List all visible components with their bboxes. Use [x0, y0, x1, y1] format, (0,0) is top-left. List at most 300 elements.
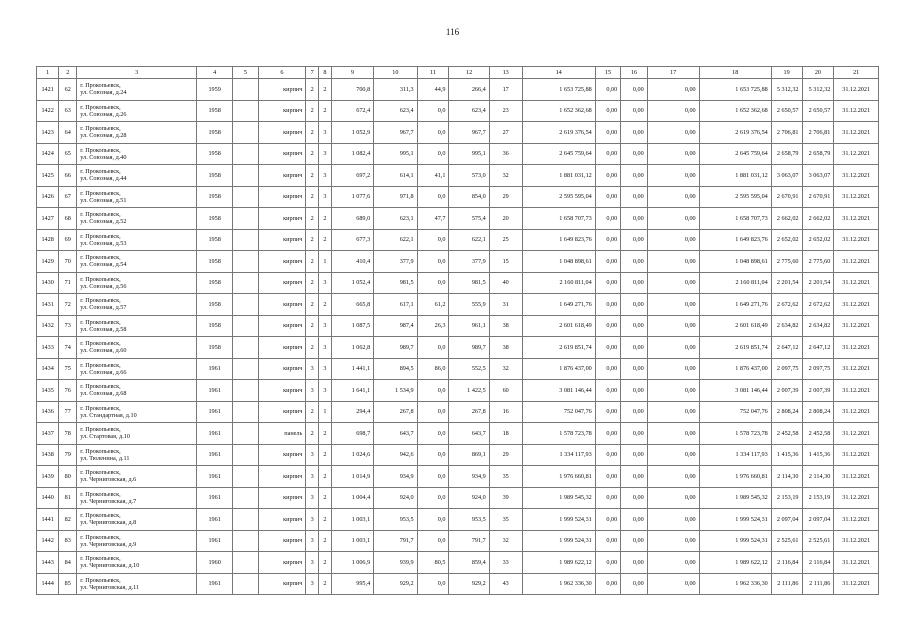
build-year: 1958 — [197, 143, 233, 165]
col-16: 0,00 — [621, 165, 648, 187]
wall-material: кирпич — [258, 272, 306, 294]
column-number-18: 18 — [699, 67, 771, 79]
floors: 2 — [306, 186, 319, 208]
total-area: 1 087,5 — [331, 315, 373, 337]
cost-total: 752 047,76 — [699, 401, 771, 423]
col-16: 0,00 — [621, 401, 648, 423]
build-year: 1958 — [197, 122, 233, 144]
column-number-11: 11 — [417, 67, 449, 79]
address-city: г. Прокопьевск, — [80, 447, 121, 455]
total-area: 1 052,4 — [331, 272, 373, 294]
address-city: г. Прокопьевск, — [80, 254, 121, 262]
row-number: 1422 — [37, 100, 59, 122]
deadline-date: 31.12.2021 — [834, 79, 879, 101]
living-area: 267,8 — [374, 401, 417, 423]
row-number: 1429 — [37, 251, 59, 273]
address-city: г. Прокопьевск, — [80, 82, 121, 90]
col-5 — [233, 208, 258, 230]
wall-material: кирпич — [258, 315, 306, 337]
nonliving-area: 41,1 — [417, 165, 449, 187]
table-row — [37, 466, 879, 488]
cost-per-sqm-2: 2 111,86 — [802, 573, 834, 595]
col-5 — [233, 358, 258, 380]
col-12: 934,9 — [449, 466, 489, 488]
residents: 17 — [489, 79, 522, 101]
nonliving-area: 0,0 — [417, 186, 449, 208]
col-15: 0,00 — [595, 552, 620, 574]
table-body — [37, 79, 879, 595]
col-17: 0,00 — [647, 530, 699, 552]
cost-per-sqm-2: 2 201,54 — [802, 272, 834, 294]
build-year: 1961 — [197, 573, 233, 595]
entrances: 1 — [319, 401, 332, 423]
cost-total: 2 160 811,04 — [699, 272, 771, 294]
col-17: 0,00 — [647, 143, 699, 165]
col-15: 0,00 — [595, 208, 620, 230]
table-row — [37, 337, 879, 359]
nonliving-area: 0,0 — [417, 380, 449, 402]
nonliving-area: 0,0 — [417, 530, 449, 552]
address-street: ул. Тюленина, д.11 — [80, 454, 130, 462]
deadline-date: 31.12.2021 — [834, 337, 879, 359]
deadline-date: 31.12.2021 — [834, 294, 879, 316]
deadline-date: 31.12.2021 — [834, 272, 879, 294]
col-15: 0,00 — [595, 337, 620, 359]
entrances: 2 — [319, 423, 332, 445]
entrances: 3 — [319, 358, 332, 380]
cost-total: 1 334 117,93 — [699, 444, 771, 466]
col-17: 0,00 — [647, 186, 699, 208]
nonliving-area: 0,0 — [417, 423, 449, 445]
cost-per-sqm-2: 2 652,02 — [802, 229, 834, 251]
col-16: 0,00 — [621, 251, 648, 273]
row-number: 1442 — [37, 530, 59, 552]
col-16: 0,00 — [621, 337, 648, 359]
col-5 — [233, 272, 258, 294]
col-5 — [233, 294, 258, 316]
column-number-4: 4 — [197, 67, 233, 79]
entrances: 2 — [319, 573, 332, 595]
cost-total: 1 649 271,76 — [699, 294, 771, 316]
cost-per-sqm-1: 2 452,58 — [771, 423, 802, 445]
col-17: 0,00 — [647, 79, 699, 101]
floors: 2 — [306, 229, 319, 251]
col-17: 0,00 — [647, 573, 699, 595]
col-15: 0,00 — [595, 229, 620, 251]
cost-per-sqm-1: 5 312,32 — [771, 79, 802, 101]
address-street: ул. Черниговская, д.10 — [80, 562, 140, 570]
cost-per-sqm-1: 2 647,12 — [771, 337, 802, 359]
col-17: 0,00 — [647, 208, 699, 230]
total-cost: 1 578 723,78 — [522, 423, 595, 445]
col-17: 0,00 — [647, 509, 699, 531]
local-number: 84 — [59, 552, 77, 574]
col-17: 0,00 — [647, 466, 699, 488]
col-17: 0,00 — [647, 229, 699, 251]
column-number-15: 15 — [595, 67, 620, 79]
cost-per-sqm-1: 2 116,84 — [771, 552, 802, 574]
row-number: 1435 — [37, 380, 59, 402]
cost-total: 1 649 823,76 — [699, 229, 771, 251]
deadline-date: 31.12.2021 — [834, 466, 879, 488]
address-street: ул. Стандартная, д.10 — [80, 411, 137, 419]
living-area: 939,9 — [374, 552, 417, 574]
entrances: 2 — [319, 509, 332, 531]
cost-per-sqm-1: 2 662,02 — [771, 208, 802, 230]
build-year: 1958 — [197, 229, 233, 251]
column-number-7: 7 — [306, 67, 319, 79]
floors: 3 — [306, 487, 319, 509]
address-city: г. Прокопьевск, — [80, 340, 121, 348]
local-number: 66 — [59, 165, 77, 187]
cost-per-sqm-2: 2 116,84 — [802, 552, 834, 574]
cost-total: 1 881 031,12 — [699, 165, 771, 187]
column-number-6: 6 — [258, 67, 306, 79]
residents: 15 — [489, 251, 522, 273]
cost-per-sqm-1: 2 097,04 — [771, 509, 802, 531]
residents: 35 — [489, 509, 522, 531]
table-row — [37, 186, 879, 208]
col-12: 623,4 — [449, 100, 489, 122]
cost-total: 2 619 851,74 — [699, 337, 771, 359]
residents: 31 — [489, 294, 522, 316]
table-row — [37, 143, 879, 165]
cost-total: 1 989 545,32 — [699, 487, 771, 509]
build-year: 1958 — [197, 165, 233, 187]
col-12: 869,1 — [449, 444, 489, 466]
col-15: 0,00 — [595, 487, 620, 509]
col-12: 961,1 — [449, 315, 489, 337]
cost-per-sqm-1: 2 111,86 — [771, 573, 802, 595]
local-number: 77 — [59, 401, 77, 423]
nonliving-area: 47,7 — [417, 208, 449, 230]
address — [77, 229, 197, 251]
table-row — [37, 272, 879, 294]
local-number: 67 — [59, 186, 77, 208]
cost-per-sqm-2: 2 452,58 — [802, 423, 834, 445]
floors: 2 — [306, 294, 319, 316]
floors: 2 — [306, 315, 319, 337]
address-street: ул. Союзная, д.66 — [80, 368, 127, 376]
row-number: 1426 — [37, 186, 59, 208]
entrances: 2 — [319, 294, 332, 316]
floors: 3 — [306, 444, 319, 466]
row-number: 1425 — [37, 165, 59, 187]
row-number: 1423 — [37, 122, 59, 144]
deadline-date: 31.12.2021 — [834, 165, 879, 187]
address-city: г. Прокопьевск, — [80, 211, 121, 219]
col-15: 0,00 — [595, 251, 620, 273]
cost-per-sqm-1: 2 525,61 — [771, 530, 802, 552]
address-city: г. Прокопьевск, — [80, 168, 121, 176]
deadline-date: 31.12.2021 — [834, 487, 879, 509]
col-5 — [233, 401, 258, 423]
cost-per-sqm-1: 2 097,75 — [771, 358, 802, 380]
address — [77, 100, 197, 122]
cost-per-sqm-2: 5 312,32 — [802, 79, 834, 101]
col-12: 643,7 — [449, 423, 489, 445]
residents: 16 — [489, 401, 522, 423]
col-17: 0,00 — [647, 444, 699, 466]
col-17: 0,00 — [647, 165, 699, 187]
col-15: 0,00 — [595, 466, 620, 488]
col-15: 0,00 — [595, 380, 620, 402]
floors: 3 — [306, 380, 319, 402]
living-area: 924,0 — [374, 487, 417, 509]
residents: 27 — [489, 122, 522, 144]
cost-per-sqm-2: 2 007,39 — [802, 380, 834, 402]
floors: 2 — [306, 401, 319, 423]
cost-per-sqm-1: 2 114,30 — [771, 466, 802, 488]
total-cost: 2 595 595,04 — [522, 186, 595, 208]
row-number: 1433 — [37, 337, 59, 359]
build-year: 1961 — [197, 423, 233, 445]
nonliving-area: 0,0 — [417, 573, 449, 595]
deadline-date: 31.12.2021 — [834, 509, 879, 531]
col-5 — [233, 229, 258, 251]
cost-per-sqm-2: 2 097,75 — [802, 358, 834, 380]
column-number-3: 3 — [77, 67, 197, 79]
build-year: 1958 — [197, 251, 233, 273]
col-12: 854,0 — [449, 186, 489, 208]
residents: 29 — [489, 186, 522, 208]
wall-material: кирпич — [258, 186, 306, 208]
col-17: 0,00 — [647, 122, 699, 144]
build-year: 1961 — [197, 530, 233, 552]
housing-register-table — [36, 66, 879, 595]
cost-per-sqm-2: 2 114,30 — [802, 466, 834, 488]
cost-per-sqm-1: 2 672,62 — [771, 294, 802, 316]
cost-per-sqm-2: 2 808,24 — [802, 401, 834, 423]
col-12: 266,4 — [449, 79, 489, 101]
col-16: 0,00 — [621, 79, 648, 101]
table-row — [37, 315, 879, 337]
living-area: 614,1 — [374, 165, 417, 187]
address-street: ул. Союзная, д.58 — [80, 325, 127, 333]
entrances: 2 — [319, 444, 332, 466]
col-15: 0,00 — [595, 315, 620, 337]
table-row — [37, 122, 879, 144]
col-16: 0,00 — [621, 186, 648, 208]
floors: 3 — [306, 552, 319, 574]
row-number: 1444 — [37, 573, 59, 595]
cost-total: 3 081 146,44 — [699, 380, 771, 402]
wall-material: кирпич — [258, 358, 306, 380]
wall-material: кирпич — [258, 251, 306, 273]
wall-material: кирпич — [258, 552, 306, 574]
entrances: 2 — [319, 208, 332, 230]
deadline-date: 31.12.2021 — [834, 444, 879, 466]
address-street: ул. Союзная, д.60 — [80, 347, 127, 355]
col-16: 0,00 — [621, 380, 648, 402]
col-15: 0,00 — [595, 79, 620, 101]
local-number: 76 — [59, 380, 77, 402]
total-cost: 1 876 437,00 — [522, 358, 595, 380]
col-12: 267,8 — [449, 401, 489, 423]
floors: 2 — [306, 79, 319, 101]
living-area: 967,7 — [374, 122, 417, 144]
deadline-date: 31.12.2021 — [834, 229, 879, 251]
column-number-5: 5 — [233, 67, 258, 79]
col-12: 967,7 — [449, 122, 489, 144]
living-area: 995,1 — [374, 143, 417, 165]
col-5 — [233, 251, 258, 273]
total-cost: 2 619 376,54 — [522, 122, 595, 144]
address-street: ул. Союзная, д.53 — [80, 239, 127, 247]
column-number-21: 21 — [834, 67, 879, 79]
address-city: г. Прокопьевск, — [80, 361, 121, 369]
row-number: 1443 — [37, 552, 59, 574]
total-area: 294,4 — [331, 401, 373, 423]
address-city: г. Прокопьевск, — [80, 232, 121, 240]
address-street: ул. Союзная, д.56 — [80, 282, 127, 290]
local-number: 81 — [59, 487, 77, 509]
residents: 60 — [489, 380, 522, 402]
floors: 2 — [306, 337, 319, 359]
living-area: 971,8 — [374, 186, 417, 208]
nonliving-area: 0,0 — [417, 487, 449, 509]
column-number-8: 8 — [319, 67, 332, 79]
cost-total: 1 989 622,12 — [699, 552, 771, 574]
col-16: 0,00 — [621, 530, 648, 552]
col-16: 0,00 — [621, 423, 648, 445]
cost-per-sqm-2: 2 647,12 — [802, 337, 834, 359]
col-5 — [233, 143, 258, 165]
cost-per-sqm-2: 2 650,57 — [802, 100, 834, 122]
wall-material: кирпич — [258, 444, 306, 466]
build-year: 1958 — [197, 294, 233, 316]
address-street: ул. Черниговская, д.7 — [80, 497, 137, 505]
col-16: 0,00 — [621, 100, 648, 122]
col-15: 0,00 — [595, 100, 620, 122]
cost-total: 1 048 898,61 — [699, 251, 771, 273]
deadline-date: 31.12.2021 — [834, 122, 879, 144]
build-year: 1961 — [197, 358, 233, 380]
floors: 3 — [306, 509, 319, 531]
deadline-date: 31.12.2021 — [834, 143, 879, 165]
total-area: 677,3 — [331, 229, 373, 251]
wall-material: кирпич — [258, 466, 306, 488]
local-number: 75 — [59, 358, 77, 380]
col-15: 0,00 — [595, 294, 620, 316]
col-5 — [233, 122, 258, 144]
col-17: 0,00 — [647, 100, 699, 122]
col-15: 0,00 — [595, 122, 620, 144]
wall-material: кирпич — [258, 229, 306, 251]
entrances: 3 — [319, 315, 332, 337]
nonliving-area: 0,0 — [417, 100, 449, 122]
col-17: 0,00 — [647, 294, 699, 316]
column-number-2: 2 — [59, 67, 77, 79]
total-area: 1 441,1 — [331, 358, 373, 380]
residents: 20 — [489, 208, 522, 230]
entrances: 3 — [319, 165, 332, 187]
column-number-10: 10 — [374, 67, 417, 79]
address-street: ул. Черниговская, д.9 — [80, 540, 137, 548]
deadline-date: 31.12.2021 — [834, 530, 879, 552]
address — [77, 165, 197, 187]
address — [77, 380, 197, 402]
col-17: 0,00 — [647, 401, 699, 423]
residents: 43 — [489, 573, 522, 595]
cost-per-sqm-1: 2 652,02 — [771, 229, 802, 251]
col-12: 622,1 — [449, 229, 489, 251]
address-street: ул. Стартовая, д.10 — [80, 433, 130, 441]
address — [77, 401, 197, 423]
total-cost: 1 976 660,81 — [522, 466, 595, 488]
row-number: 1439 — [37, 466, 59, 488]
total-area: 1 024,6 — [331, 444, 373, 466]
residents: 18 — [489, 423, 522, 445]
wall-material: кирпич — [258, 573, 306, 595]
address-city: г. Прокопьевск, — [80, 383, 121, 391]
floors: 2 — [306, 165, 319, 187]
cost-per-sqm-1: 2 201,54 — [771, 272, 802, 294]
entrances: 2 — [319, 552, 332, 574]
table-row — [37, 165, 879, 187]
build-year: 1959 — [197, 79, 233, 101]
wall-material: кирпич — [258, 294, 306, 316]
cost-per-sqm-2: 1 415,36 — [802, 444, 834, 466]
cost-per-sqm-2: 2 153,19 — [802, 487, 834, 509]
cost-per-sqm-1: 2 670,91 — [771, 186, 802, 208]
row-number: 1438 — [37, 444, 59, 466]
wall-material: кирпич — [258, 401, 306, 423]
cost-total: 1 658 707,73 — [699, 208, 771, 230]
address-city: г. Прокопьевск, — [80, 533, 121, 541]
address-city: г. Прокопьевск, — [80, 469, 121, 477]
total-area: 672,4 — [331, 100, 373, 122]
floors: 3 — [306, 573, 319, 595]
col-16: 0,00 — [621, 208, 648, 230]
row-number: 1432 — [37, 315, 59, 337]
address-city: г. Прокопьевск, — [80, 146, 121, 154]
total-cost: 1 962 336,30 — [522, 573, 595, 595]
col-5 — [233, 186, 258, 208]
col-16: 0,00 — [621, 143, 648, 165]
build-year: 1961 — [197, 444, 233, 466]
cost-per-sqm-2: 2 525,61 — [802, 530, 834, 552]
nonliving-area: 80,5 — [417, 552, 449, 574]
residents: 38 — [489, 337, 522, 359]
cost-per-sqm-2: 2 706,81 — [802, 122, 834, 144]
cost-per-sqm-2: 2 672,62 — [802, 294, 834, 316]
col-17: 0,00 — [647, 380, 699, 402]
col-15: 0,00 — [595, 444, 620, 466]
address-city: г. Прокопьевск, — [80, 103, 121, 111]
total-cost: 3 081 146,44 — [522, 380, 595, 402]
row-number: 1434 — [37, 358, 59, 380]
address — [77, 79, 197, 101]
build-year: 1960 — [197, 552, 233, 574]
deadline-date: 31.12.2021 — [834, 552, 879, 574]
col-12: 791,7 — [449, 530, 489, 552]
entrances: 2 — [319, 530, 332, 552]
living-area: 989,7 — [374, 337, 417, 359]
nonliving-area: 26,3 — [417, 315, 449, 337]
address — [77, 251, 197, 273]
column-number-row — [37, 67, 879, 79]
wall-material: кирпич — [258, 79, 306, 101]
nonliving-area: 0,0 — [417, 509, 449, 531]
total-cost: 1 658 707,73 — [522, 208, 595, 230]
build-year: 1961 — [197, 401, 233, 423]
residents: 38 — [489, 315, 522, 337]
build-year: 1958 — [197, 272, 233, 294]
local-number: 62 — [59, 79, 77, 101]
address — [77, 315, 197, 337]
cost-total: 2 645 759,64 — [699, 143, 771, 165]
